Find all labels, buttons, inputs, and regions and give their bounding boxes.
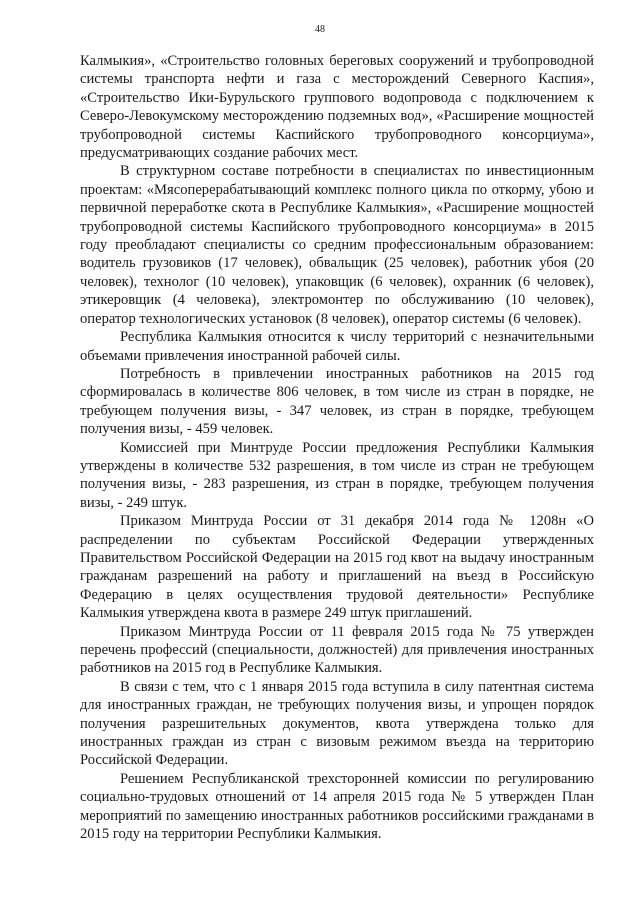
page-number: 48	[315, 24, 325, 35]
paragraph-need-2015: Потребность в привлечении иностранных работников на 2015 год сформировалась в количестве 806 человек, в том числе из стран в порядке, не требующем получения визы, - 347 человек, из стран в порядке, требующем получения визы, - 459 человек.	[80, 365, 594, 438]
paragraph-continuation: Калмыкия», «Строительство головных береговых сооружений и трубопроводной системы транспорта нефти и газа с месторождений Северного Каспия», «Строительство Ики-Бурульского группового водопровода с подключением к Северо-Левокумскому месторождению подземных вод», «Расширение мощностей трубопроводной системы Каспийского трубопроводного консорциума», предусматривающих создание рабочих мест.	[80, 53, 594, 162]
paragraph-order-1208n: Приказом Минтруда России от 31 декабря 2014 года № 1208н «О распределении по субъектам Российской Федерации утвержденных Правительством Российской Федерации на 2015 год квот на выдачу иностранным гражданам разрешений на работу и приглашений на въезд в Российскую Федерацию в целях осуществления трудовой деятельности» Республике Калмыкия утверждена квота в размере 249 штук приглашений.	[80, 513, 594, 622]
paragraph-patent-system: В связи с тем, что с 1 января 2015 года вступила в силу патентная система для иностранных граждан, не требующих получения визы, и упрощен порядок получения разрешительных документов, квота утверждена только для иностранных граждан из стран с визовым режимом въезда на территорию Российской Федерации.	[80, 678, 594, 769]
body-text	[80, 52, 594, 843]
paragraph-order-75: Приказом Минтруда России от 11 февраля 2015 года № 75 утвержден перечень профессий (специальности, должностей) для привлечения иностранных работников на 2015 год в Республике Калмыкия.	[80, 623, 594, 677]
paragraph-commission-approval: Комиссией при Минтруде России предложения Республики Калмыкия утверждены в количестве 532 разрешения, в том числе из стран не требующем получения визы, - 283 разрешения, из стран в порядке, требующем получения визы, - 249 штук.	[80, 439, 594, 511]
paragraph-tripartite-commission: Решением Республиканской трехсторонней комиссии по регулированию социально-трудовых отношений от 14 апреля 2015 года № 5 утвержден План мероприятий по замещению иностранных работников российскими гражданами в 2015 году на территории Республики Калмыкия.	[80, 770, 594, 843]
paragraph-specialists-structure: В структурном составе потребности в специалистах по инвестиционным проектам: «Мясоперерабатывающий комплекс полного цикла по откорму, убою и первичной переработке скота в Республике Калмыкия», «Расширение мощностей трубопроводной системы Каспийского трубопроводного консорциума» в 2015 году преобладают специалисты со средним профессиональным образованием: водитель грузовиков (17 человек), обвальщик (25 человек), работник убоя (20 человек), технолог (10 человек), упаковщик (6 человек), охранник (6 человек), этикеровщик (4 человека), электромонтер по обслуживанию (10 человек), оператор технологических установок (8 человек), оператор системы (6 человек).	[80, 163, 594, 327]
paragraph-foreign-labor: Республика Калмыкия относится к числу территорий с незначительными объемами привлечения иностранной рабочей силы.	[80, 329, 594, 364]
